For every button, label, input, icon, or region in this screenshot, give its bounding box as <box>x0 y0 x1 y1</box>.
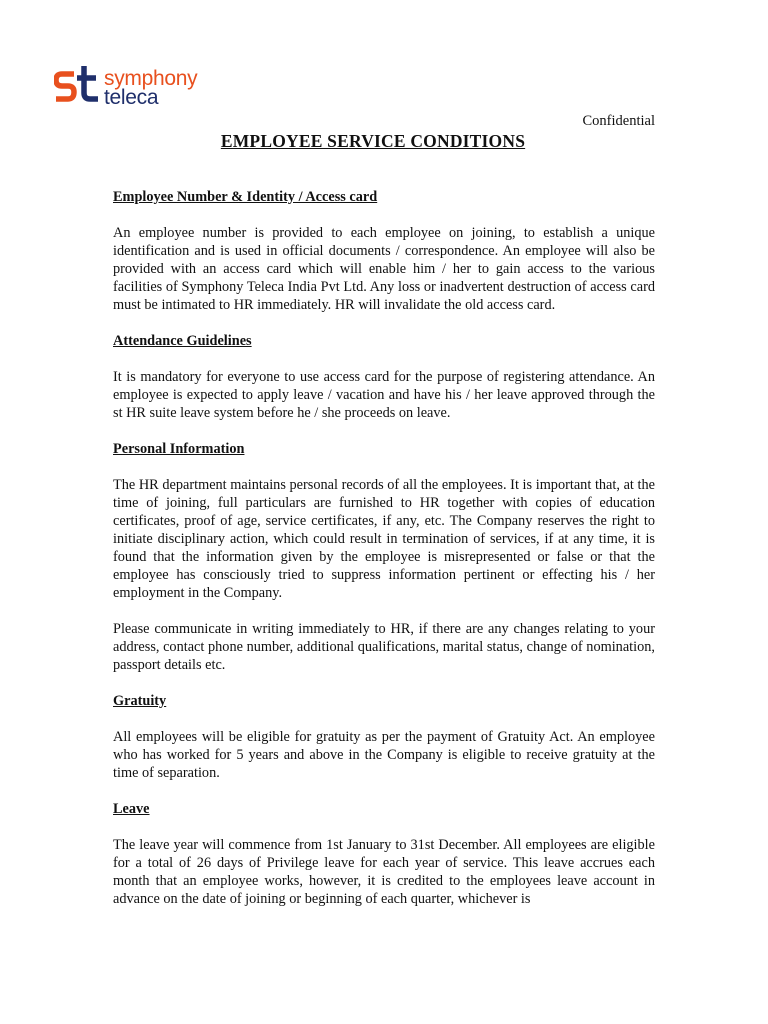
logo-wordmark-line2: teleca <box>104 86 159 109</box>
company-logo <box>54 66 204 112</box>
section-attendance <box>113 332 655 422</box>
section-heading: Gratuity <box>113 693 167 709</box>
section-paragraph: All employees will be eligible for gratuity as per the payment of Gratuity Act. An employee who has worked for 5 years and above in the Company is eligible to receive gratuity at the time of separation. <box>113 729 655 781</box>
document-title: EMPLOYEE SERVICE CONDITIONS <box>220 131 526 151</box>
confidential-label: Confidential <box>582 113 655 129</box>
section-heading: Employee Number & Identity / Access card <box>113 189 378 205</box>
section-paragraph: It is mandatory for everyone to use access card for the purpose of registering attendance. An employee is expected to apply leave / vacation and have his / her leave approved through the st HR suite leave system before he / she proceeds on leave. <box>113 369 655 421</box>
section-personal-information <box>113 440 655 674</box>
section-paragraph: The leave year will commence from 1st January to 31st December. All employees are eligible for a total of 26 days of Privilege leave for each year of service. This leave accrues each month that an employee works, however, it is credited to the employees leave account in advance on the date of joining or beginning of each quarter, whichever is <box>113 837 655 907</box>
section-leave <box>113 800 655 908</box>
section-paragraph: The HR department maintains personal records of all the employees. It is important that, at the time of joining, full particulars are furnished to HR together with copies of education certificates, proof of age, service certificates, if any, etc. The Company reserves the right to initiate disciplinary action, which could result in termination of services, if at any time, it is found that the information given by the employee is misrepresented or false or that the employee has consciously tried to suppress information pertinent or effecting his / her employment in the Company. <box>113 477 655 601</box>
st-logo-mark-icon <box>54 66 102 110</box>
logo-wordmark <box>104 67 198 109</box>
section-heading: Attendance Guidelines <box>113 333 252 349</box>
section-heading: Leave <box>113 801 150 817</box>
document-body <box>113 188 655 926</box>
section-gratuity <box>113 692 655 782</box>
section-paragraph: Please communicate in writing immediately to HR, if there are any changes relating to your address, contact phone number, additional qualifications, marital status, change of nomination, passport details etc. <box>113 621 655 673</box>
logo-wordmark-line1: symphony <box>104 67 198 90</box>
section-paragraph: An employee number is provided to each employee on joining, to establish a unique identification and is used in official documents / correspondence. An employee will also be provided with an access card which will enable him / her to gain access to the various facilities of Symphony Teleca India Pvt Ltd. Any loss or inadvertent destruction of access card must be intimated to HR immediately. HR will invalidate the old access card. <box>113 225 655 313</box>
section-heading: Personal Information <box>113 441 245 457</box>
section-access-card <box>113 188 655 314</box>
